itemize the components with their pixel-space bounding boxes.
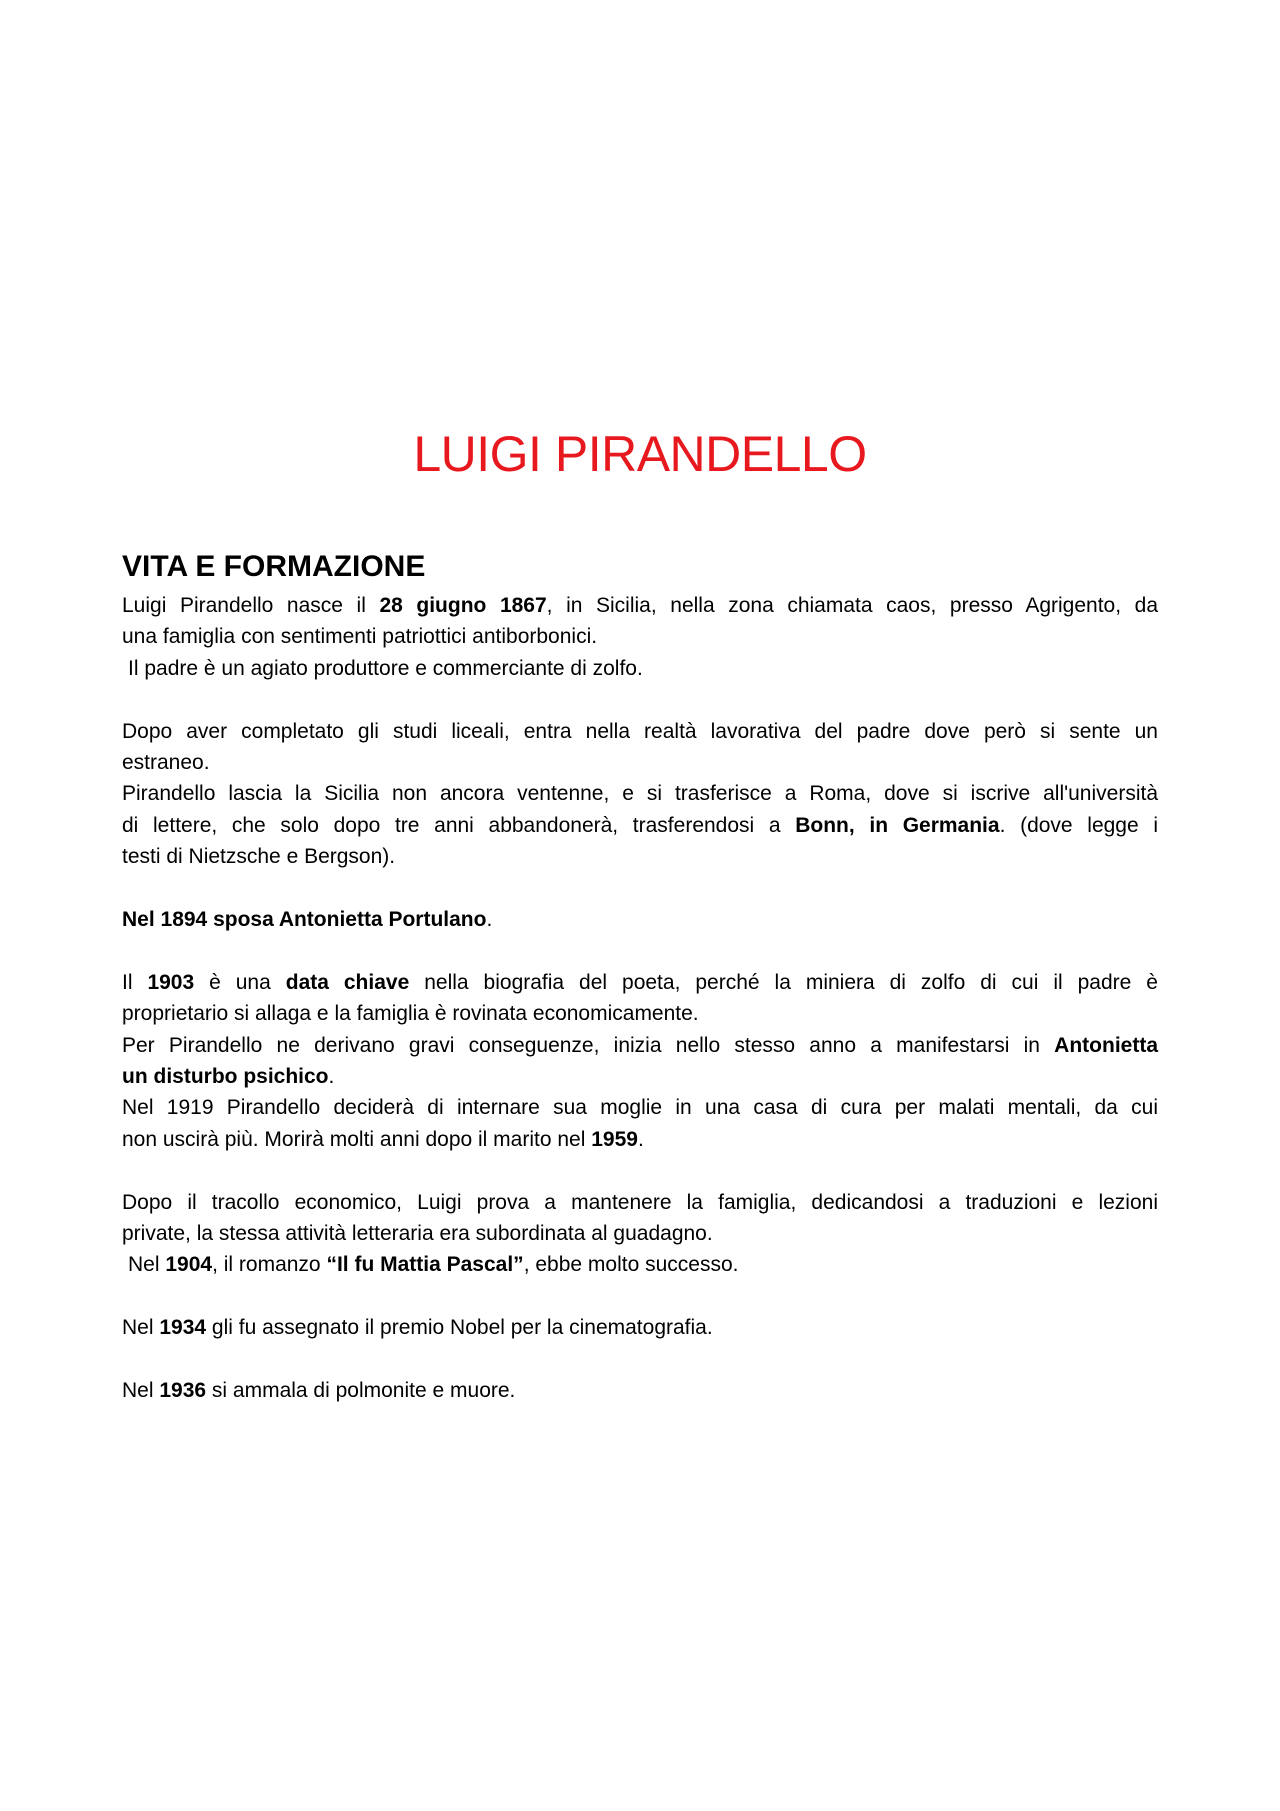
text-line: [122, 590, 1158, 621]
paragraph-studies: [122, 716, 1158, 873]
text-line: [122, 904, 1158, 935]
bold-text: 1936: [159, 1379, 207, 1403]
text-span: Nel: [122, 1316, 160, 1340]
text-span: Dopo il tracollo economico, Luigi prova a mantenere la famiglia, dedicandosi a traduzioni e lezioni: [122, 1190, 1158, 1214]
text-span: testi di Nietzsche e Bergson).: [122, 845, 396, 869]
text-line: [122, 1312, 1158, 1343]
paragraph-collapse: [122, 1187, 1158, 1281]
text-span: , il romanzo: [212, 1253, 327, 1277]
text-span: .: [328, 1065, 335, 1089]
text-line: [122, 716, 1158, 747]
text-span: proprietario si allaga e la famiglia è rovinata economicamente.: [122, 1002, 699, 1026]
document-body: [122, 548, 1158, 1406]
text-line: [122, 1375, 1158, 1406]
bold-text: 1904: [165, 1253, 213, 1277]
bold-text: 1934: [159, 1316, 207, 1340]
bold-text: Antonietta: [1054, 1033, 1158, 1057]
bold-text: Bonn, in Germania: [795, 813, 1000, 837]
section-heading: VITA E FORMAZIONE: [122, 550, 426, 583]
paragraph-gap: [122, 935, 1158, 966]
text-line: [122, 621, 1158, 652]
text-span: si ammala di polmonite e muore.: [206, 1379, 516, 1403]
text-span: .: [637, 1127, 644, 1151]
text-line: [122, 841, 1158, 872]
text-line: [122, 967, 1158, 998]
paragraph-1936: [122, 1375, 1158, 1406]
text-span: , in Sicilia, nella zona chiamata caos, presso Agrigento, da: [546, 594, 1159, 617]
paragraph-gap: [122, 1155, 1158, 1186]
bold-text: 1903: [147, 970, 195, 994]
text-span: Dopo aver completato gli studi liceali, entra nella realtà lavorativa del padre dove però si sente un: [122, 719, 1158, 743]
bold-text: data chiave: [285, 970, 410, 994]
text-span: non uscirà più. Morirà molti anni dopo il marito nel: [122, 1127, 592, 1151]
text-line: [122, 1092, 1158, 1123]
text-line: [122, 810, 1158, 841]
text-span: una famiglia con sentimenti patriottici antiborbonici.: [122, 625, 598, 649]
text-span: Il: [122, 970, 148, 994]
paragraph-gap: [122, 873, 1158, 904]
text-line: [122, 1249, 1158, 1280]
text-span: . (dove legge i: [999, 813, 1158, 837]
text-span: Per Pirandello ne derivano gravi conseguenze, inizia nello stesso anno a manifestarsi in: [122, 1033, 1055, 1057]
text-line: [122, 778, 1158, 809]
text-span: gli fu assegnato il premio Nobel per la cinematografia.: [206, 1316, 713, 1340]
paragraph-1903: [122, 967, 1158, 1155]
text-span: Nel 1919 Pirandello deciderà di internare sua moglie in una casa di cura per malati mentali, da cui: [122, 1096, 1158, 1120]
bold-text: “Il fu Mattia Pascal”: [326, 1253, 524, 1277]
text-span: di lettere, che solo dopo tre anni abbandonerà, trasferendosi a: [122, 813, 796, 837]
text-span: nella biografia del poeta, perché la miniera di zolfo di cui il padre è: [409, 970, 1158, 994]
text-span: Nel: [122, 1379, 160, 1403]
text-span: , ebbe molto successo.: [523, 1253, 739, 1277]
text-line: [122, 1030, 1158, 1061]
paragraph-marriage: [122, 904, 1158, 935]
text-span: è una: [194, 970, 286, 994]
text-line: [122, 998, 1158, 1029]
text-line: [122, 1061, 1158, 1092]
text-span: .: [486, 908, 493, 932]
paragraph-1934: [122, 1312, 1158, 1343]
text-line: [122, 747, 1158, 778]
paragraph-gap: [122, 1281, 1158, 1312]
paragraph-birth: [122, 590, 1158, 684]
bold-text: Nel 1894 sposa Antonietta Portulano: [122, 908, 487, 932]
paragraph-gap: [122, 1344, 1158, 1375]
text-span: private, la stessa attività letteraria era subordinata al guadagno.: [122, 1222, 713, 1246]
text-line: [122, 653, 1158, 684]
text-span: Nel: [128, 1253, 166, 1277]
text-span: estraneo.: [122, 751, 210, 775]
bold-text: un disturbo psichico: [122, 1065, 329, 1089]
text-line: [122, 1218, 1158, 1249]
text-line: [122, 1187, 1158, 1218]
bold-text: 28 giugno 1867: [379, 594, 547, 617]
paragraph-gap: [122, 684, 1158, 715]
bold-text: 1959: [591, 1127, 638, 1151]
text-span: Pirandello lascia la Sicilia non ancora ventenne, e si trasferisce a Roma, dove si iscrive all'università: [122, 782, 1158, 806]
text-line: [122, 1124, 1158, 1155]
page-title: LUIGI PIRANDELLO: [413, 426, 867, 482]
text-span: Luigi Pirandello nasce il: [122, 594, 380, 617]
text-span: Il padre è un agiato produttore e commerciante di zolfo.: [128, 656, 643, 680]
